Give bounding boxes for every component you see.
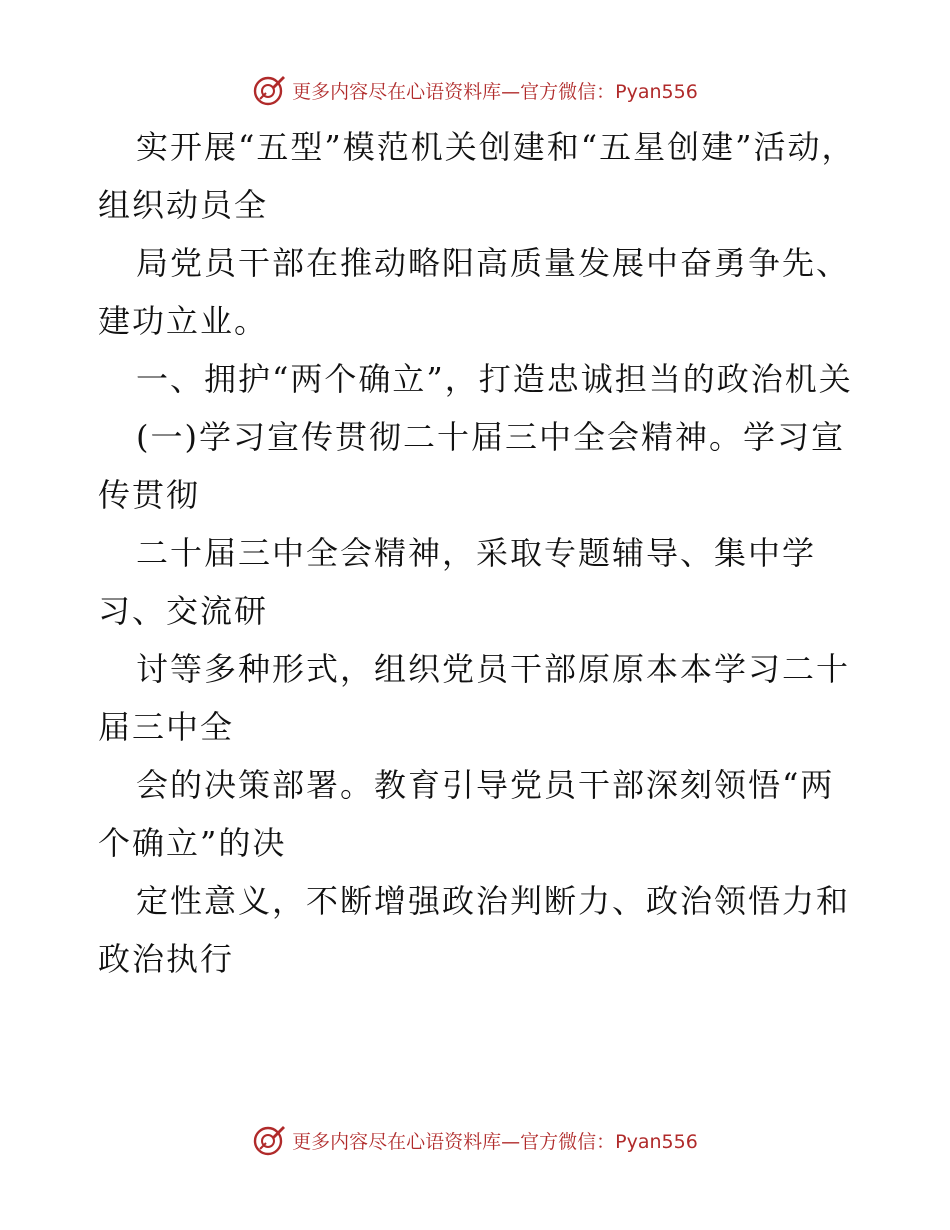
paragraph: 二十届三中全会精神，采取专题辅导、集中学习、交流研 xyxy=(98,534,817,630)
paragraph: 实开展“五型”模范机关创建和“五星创建”活动，组织动员全 xyxy=(98,128,856,224)
subsection-heading: (一)学习宣传贯彻二十届三中全会精神。学习宣传贯彻 xyxy=(98,418,845,514)
paragraph: 局党员干部在推动略阳高质量发展中奋勇争先、建功立业。 xyxy=(98,244,851,340)
paragraph: 定性意义，不断增强政治判断力、政治领悟力和政治执行 xyxy=(98,882,851,978)
pen-logo-icon xyxy=(252,1123,286,1157)
paragraph: 讨等多种形式，组织党员干部原原本本学习二十届三中全 xyxy=(98,650,851,746)
section-heading: 一、拥护“两个确立”，打造忠诚担当的政治机关 xyxy=(136,360,853,398)
pen-logo-icon xyxy=(252,73,286,107)
footer-watermark-text: 更多内容尽在心语资料库—官方微信：Pyan556 xyxy=(292,1130,698,1153)
header-watermark xyxy=(0,70,950,110)
paragraph: 会的决策部署。教育引导党员干部深刻领悟“两个确立”的决 xyxy=(98,766,835,862)
footer-watermark xyxy=(0,1120,950,1160)
header-watermark-text: 更多内容尽在心语资料库—官方微信：Pyan556 xyxy=(292,80,698,103)
document-body xyxy=(98,118,858,988)
